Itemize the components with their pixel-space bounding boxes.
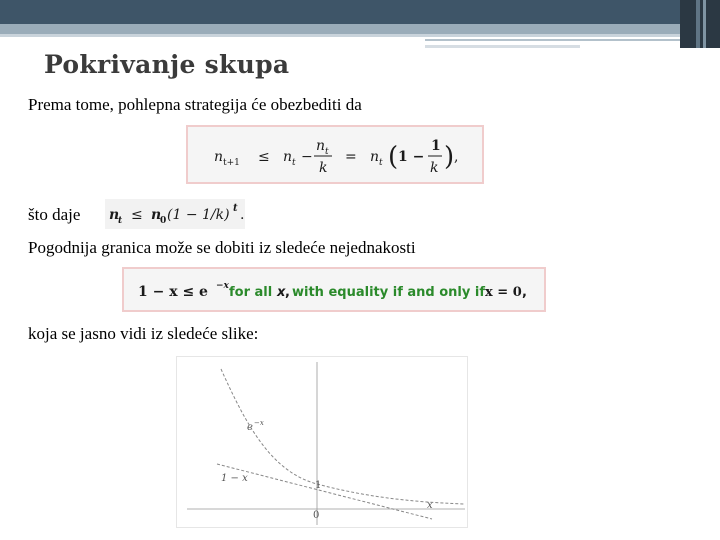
f1-nt-sub: t: [292, 158, 296, 168]
f1-paren-open: (: [388, 142, 399, 172]
f2-exp: t: [233, 203, 238, 214]
f1-comma: ,: [454, 149, 459, 165]
f1-rhs-sub: t: [379, 158, 383, 168]
header-vertical-line: [696, 0, 700, 48]
header-corner-block: [680, 0, 720, 48]
formula-inequality: [122, 267, 546, 312]
f1-paren-content: 1 −: [398, 149, 425, 165]
formula-exponential-bound: [105, 199, 245, 229]
f2-n0-sub: 0: [160, 216, 167, 226]
curve-label-exp: −x: [254, 419, 264, 427]
point-label: 1: [315, 480, 322, 491]
f3-x: x: [277, 285, 286, 300]
text-line-2: što daje: [28, 205, 81, 224]
origin-label: 0: [313, 510, 320, 521]
f1-paren-frac-den: k: [430, 160, 439, 176]
f3-exp: −x: [216, 281, 229, 291]
header-accent-line-2: [425, 45, 580, 48]
formula-greedy-bound-svg: [188, 127, 482, 182]
f1-lhs: n: [214, 149, 224, 165]
f3-with-equality: with equality if and only if: [292, 285, 485, 300]
f3-comma2: ,: [522, 285, 527, 300]
text-line-1: Prema tome, pohlepna strategija će obezbediti da: [28, 95, 362, 114]
f1-paren-frac-num: 1: [431, 138, 441, 154]
f2-expr: (1 − 1/k): [167, 207, 230, 223]
header-accent-line: [425, 39, 695, 41]
f1-paren-close: ): [444, 142, 455, 172]
f1-le: ≤: [258, 149, 270, 165]
f2-le: ≤: [131, 207, 143, 223]
inequality-figure-svg: [177, 357, 467, 527]
f1-frac-num: n: [316, 138, 326, 154]
formula-greedy-bound: [186, 125, 484, 184]
f2-sub: t: [118, 216, 123, 226]
f1-lhs-sub: t+1: [223, 158, 240, 168]
f1-frac-den: k: [319, 160, 328, 176]
text-line-3: Pogodnija granica može se dobiti iz sledeće nejednakosti: [28, 238, 416, 257]
exp-curve: [221, 369, 465, 504]
formula-inequality-svg: [124, 269, 544, 310]
header-vertical-line-2: [703, 0, 706, 48]
f1-frac-num-sub: t: [325, 147, 329, 157]
formula-exponential-bound-svg: [105, 199, 245, 229]
header-strip: [0, 24, 720, 34]
f1-eq: =: [345, 149, 357, 165]
f3-lhs: 1 − x ≤ e: [138, 284, 208, 300]
f1-rhs-n: n: [370, 149, 380, 165]
f3-comma1: ,: [285, 285, 290, 300]
curve-label: e: [247, 422, 253, 433]
f3-eq: x = 0: [485, 285, 522, 300]
f2-n: n: [109, 207, 120, 223]
f1-minus: −: [301, 149, 313, 165]
text-line-4: koja se jasno vidi iz sledeće slike:: [28, 324, 259, 343]
header-bar: [0, 0, 720, 24]
line-label: 1 − x: [221, 473, 248, 484]
f2-end: .: [240, 207, 245, 223]
linear-line: [217, 464, 432, 519]
slide-title: Pokrivanje skupa: [44, 50, 290, 79]
f2-n0: n: [151, 207, 162, 223]
f1-nt: n: [283, 149, 293, 165]
f3-for-all: for all: [229, 285, 273, 300]
inequality-figure: [176, 356, 468, 528]
axis-x-label: x: [427, 500, 433, 511]
header-strip-thin: [0, 34, 700, 37]
